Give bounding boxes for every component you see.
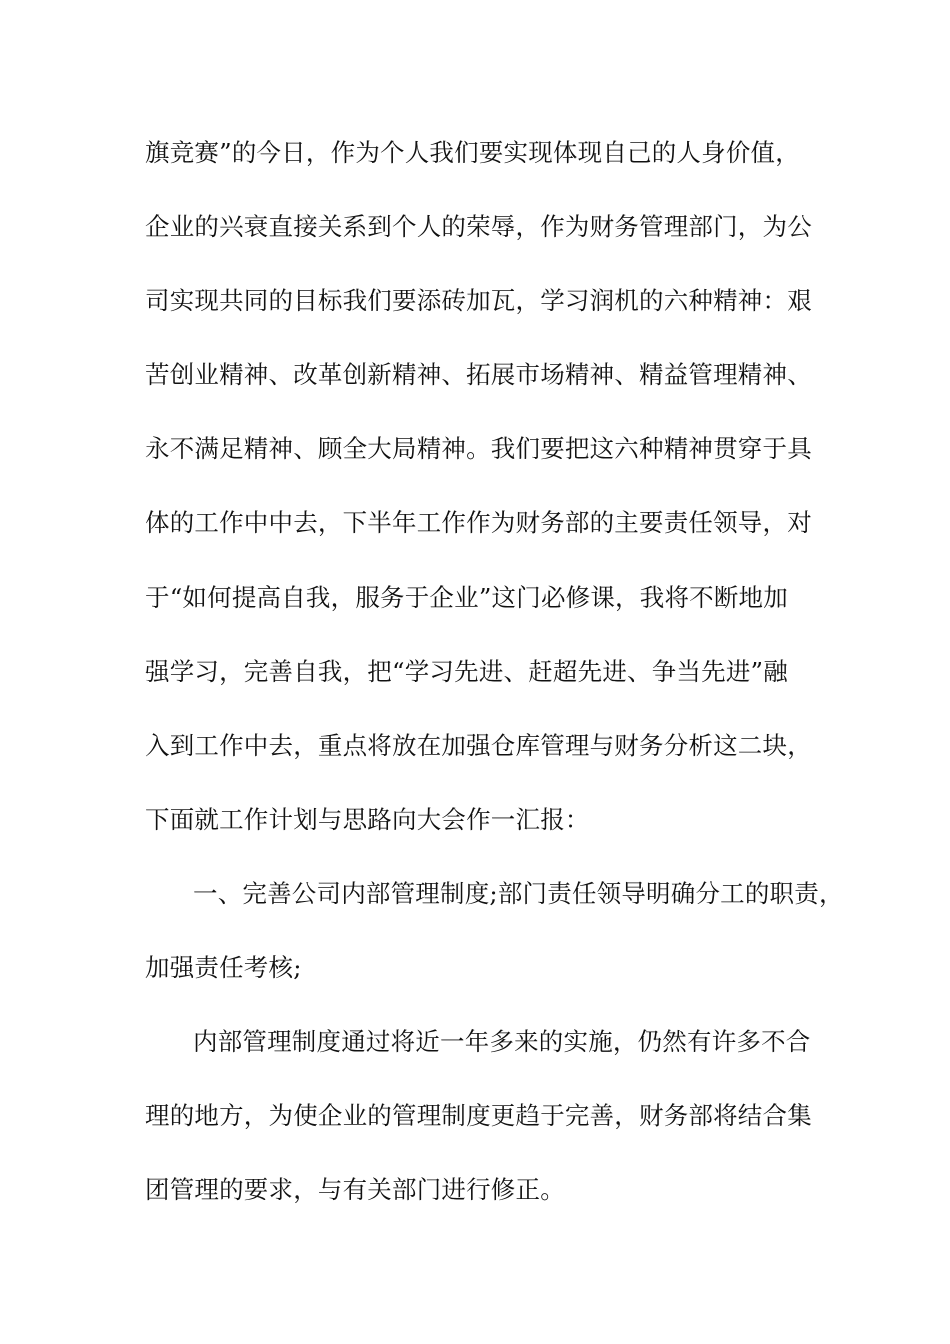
text-line: 强学习，完善自我，把“学习先进、赶超先进、争当先进”融 bbox=[145, 657, 788, 686]
section-heading: 一、完善公司内部管理制度;部门责任领导明确分工的职责， bbox=[193, 879, 844, 908]
text-line: 入到工作中去，重点将放在加强仓库管理与财务分析这二块， bbox=[145, 731, 812, 760]
text-line: 旗竞赛”的今日，作为个人我们要实现体现自己的人身价值， bbox=[145, 138, 800, 167]
text-line: 体的工作中中去，下半年工作作为财务部的主要责任领导，对 bbox=[145, 508, 812, 537]
text-line: 司实现共同的目标我们要添砖加瓦，学习润机的六种精神：艰 bbox=[145, 286, 812, 315]
text-line: 企业的兴衰直接关系到个人的荣辱，作为财务管理部门，为公 bbox=[145, 212, 812, 241]
paragraph-first-line: 内部管理制度通过将近一年多来的实施，仍然有许多不合 bbox=[193, 1027, 811, 1056]
text-line: 苦创业精神、改革创新精神、拓展市场精神、精益管理精神、 bbox=[145, 360, 812, 389]
text-line: 加强责任考核; bbox=[145, 953, 302, 982]
text-line: 于“如何提高自我，服务于企业”这门必修课，我将不断地加 bbox=[145, 583, 788, 612]
text-line: 理的地方，为使企业的管理制度更趋于完善，财务部将结合集 bbox=[145, 1101, 812, 1130]
text-line: 团管理的要求，与有关部门进行修正。 bbox=[145, 1175, 565, 1204]
text-line: 永不满足精神、顾全大局精神。我们要把这六种精神贯穿于具 bbox=[145, 434, 812, 463]
text-line: 下面就工作计划与思路向大会作一汇报： bbox=[145, 805, 590, 834]
